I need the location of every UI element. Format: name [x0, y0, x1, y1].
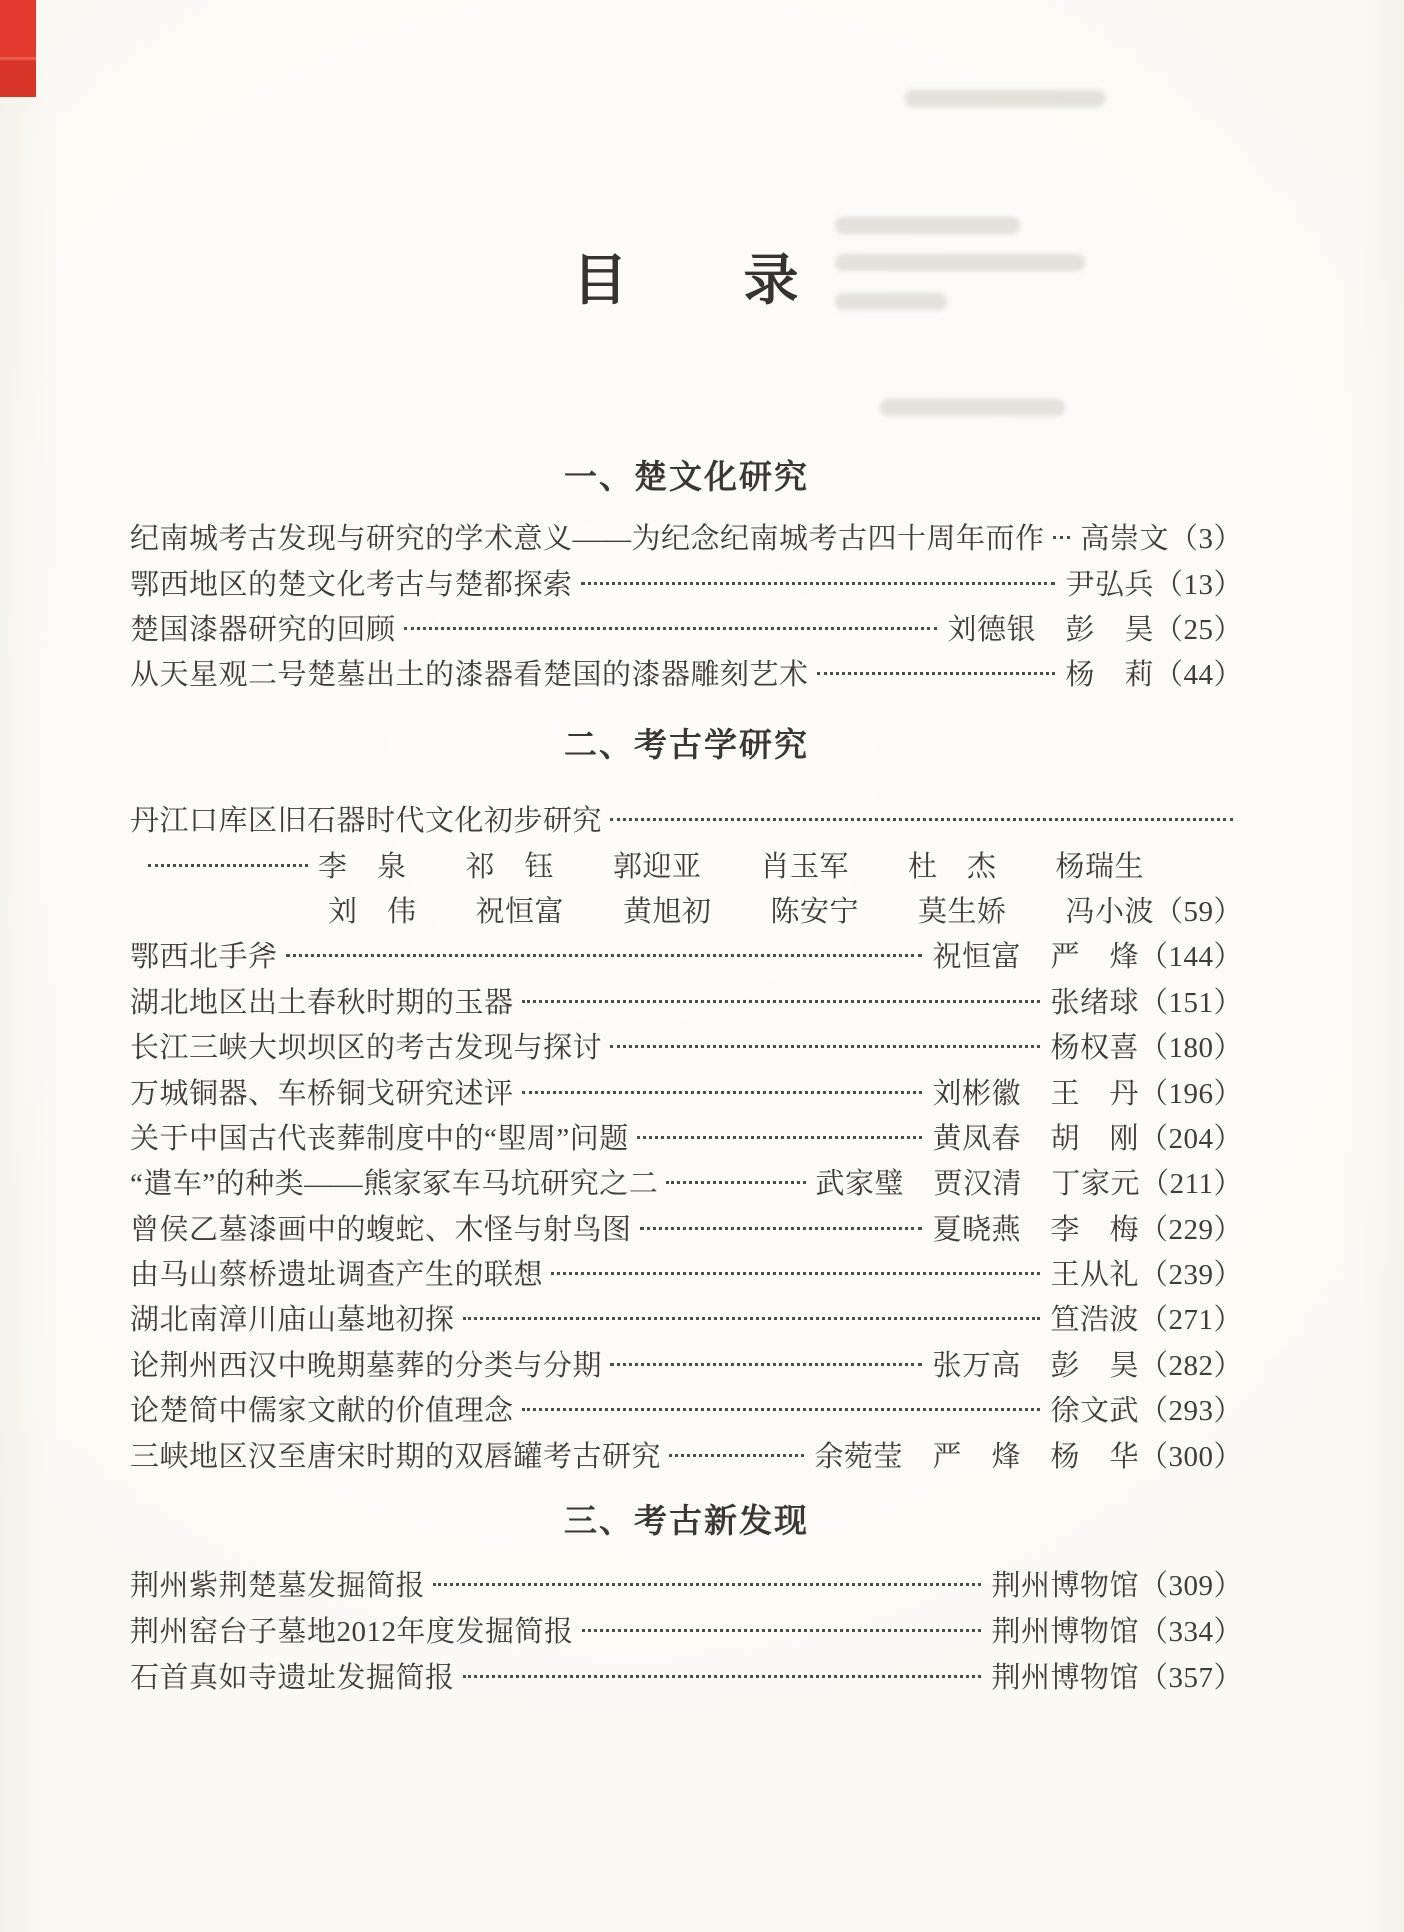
entry-authors: 张万高 彭 昊 — [932, 1349, 1139, 1382]
dot-leader — [640, 1227, 923, 1230]
entry-authors: 夏晓燕 李 梅 — [932, 1213, 1139, 1246]
dot-leader — [637, 1136, 923, 1139]
toc-entry — [130, 1068, 1243, 1113]
toc-entry — [130, 887, 1243, 932]
toc-entry — [130, 1205, 1243, 1250]
section-entry-list — [130, 796, 1243, 1477]
entry-authors: 武家璧 贾汉清 丁家元 — [815, 1168, 1141, 1201]
dot-leader — [433, 1583, 981, 1586]
entry-page-number: （293） — [1138, 1395, 1243, 1428]
entry-authors: 徐文武 — [1050, 1395, 1139, 1428]
toc-entry — [130, 978, 1243, 1023]
entry-authors: 余菀莹 严 烽 杨 华 — [814, 1440, 1139, 1473]
dot-leader — [463, 1675, 982, 1678]
entry-authors: 荆州博物馆 — [991, 1615, 1139, 1648]
entry-title: 纪南城考古发现与研究的学术意义——为纪念纪南城考古四十周年而作 — [130, 523, 1045, 556]
entry-authors: 杨 莉 — [1065, 659, 1154, 692]
dot-leader — [463, 1317, 1041, 1320]
entry-authors: 荆州博物馆 — [991, 1661, 1139, 1694]
entry-page-number: （25） — [1153, 613, 1243, 646]
entry-authors: 王从礼 — [1050, 1259, 1139, 1292]
entry-authors: 黄凤春 胡 刚 — [932, 1122, 1139, 1155]
dot-leader — [669, 1454, 804, 1457]
entry-authors: 刘彬徽 王 丹 — [932, 1077, 1139, 1110]
entry-title: 鄂西北手斧 — [130, 941, 278, 974]
entry-authors: 荆州博物馆 — [991, 1569, 1139, 1602]
entry-title: 关于中国古代丧葬制度中的“堲周”问题 — [130, 1122, 629, 1155]
entry-title: 三峡地区汉至唐宋时期的双唇罐考古研究 — [130, 1440, 662, 1473]
entry-title: 论楚简中儒家文献的价值理念 — [130, 1395, 514, 1428]
dot-leader — [522, 1091, 923, 1094]
entry-page-number: （334） — [1138, 1615, 1243, 1648]
entry-page-number: （13） — [1153, 568, 1243, 601]
entry-page-number: （204） — [1138, 1122, 1243, 1155]
entry-authors: 高崇文 — [1080, 523, 1169, 556]
toc-entry — [130, 841, 1243, 886]
entry-page-number: （300） — [1138, 1440, 1243, 1473]
section-heading: 二、考古学研究 — [564, 726, 809, 763]
dot-leader — [817, 672, 1056, 675]
toc-entry — [130, 1159, 1243, 1204]
section-entry-list — [130, 514, 1243, 696]
entry-page-number: （357） — [1138, 1661, 1243, 1694]
toc-entry — [130, 514, 1243, 559]
entry-title: 湖北地区出土春秋时期的玉器 — [130, 986, 514, 1019]
entry-authors: 笪浩波 — [1050, 1304, 1139, 1337]
entry-page-number: （211） — [1140, 1168, 1243, 1201]
dot-leader — [610, 818, 1233, 821]
entry-title: 荆州窑台子墓地2012年度发掘简报 — [130, 1615, 574, 1648]
entry-page-number: （271） — [1138, 1304, 1243, 1337]
dot-leader — [581, 582, 1056, 585]
dot-leader — [522, 1408, 1041, 1411]
dot-leader — [286, 954, 923, 957]
toc-entry — [130, 796, 1243, 841]
dot-leader — [610, 1363, 922, 1366]
entry-title: 论荆州西汉中晚期墓葬的分类与分期 — [130, 1349, 603, 1382]
entry-page-number: （151） — [1138, 986, 1243, 1019]
scan-red-ribbon-artifact — [0, 0, 36, 97]
entry-authors: 尹弘兵 — [1065, 568, 1154, 601]
entry-title: 丹江口库区旧石器时代文化初步研究 — [130, 805, 603, 838]
entry-page-number: （180） — [1138, 1032, 1243, 1065]
dot-leader — [522, 1000, 1041, 1003]
entry-title: 曾侯乙墓漆画中的蝮蛇、木怪与射鸟图 — [130, 1213, 632, 1246]
page-title: 目 录 — [572, 250, 801, 311]
dot-leader — [1053, 536, 1071, 539]
entry-title: 楚国漆器研究的回顾 — [130, 613, 396, 646]
entry-title: 湖北南漳川庙山墓地初探 — [130, 1304, 455, 1337]
toc-entry — [130, 1341, 1243, 1386]
entry-page-number: （239） — [1138, 1259, 1243, 1292]
entry-authors: 杨权喜 — [1050, 1032, 1139, 1065]
entry-page-number: （59） — [1153, 895, 1243, 928]
section-entry-list — [130, 1560, 1243, 1698]
entry-page-number: （144） — [1138, 941, 1243, 974]
toc-entry — [130, 1295, 1243, 1340]
entry-authors: 李 泉 祁 钰 郭迎亚 肖玉军 杜 杰 杨瑞生 — [318, 850, 1145, 883]
entry-page-number: （44） — [1153, 659, 1243, 692]
dot-leader — [610, 1045, 1040, 1048]
entry-title: 长江三峡大坝坝区的考古发现与探讨 — [130, 1032, 603, 1065]
entry-authors: 刘德银 彭 昊 — [947, 613, 1154, 646]
section-heading: 三、考古新发现 — [564, 1502, 809, 1539]
dot-leader — [404, 627, 938, 630]
entry-page-number: （282） — [1138, 1349, 1243, 1382]
toc-entry — [130, 605, 1243, 650]
toc-entry — [130, 1386, 1243, 1431]
toc-entry — [130, 1250, 1243, 1295]
toc-entry — [130, 1431, 1243, 1476]
entry-title: 荆州紫荆楚墓发掘简报 — [130, 1569, 426, 1602]
entry-title: 石首真如寺遗址发掘简报 — [130, 1661, 455, 1694]
dot-leader — [148, 864, 308, 867]
toc-entry — [130, 1560, 1243, 1606]
entry-title: 由马山蔡桥遗址调查产生的联想 — [130, 1259, 544, 1292]
toc-content — [130, 0, 1243, 1932]
dot-leader — [551, 1272, 1040, 1275]
toc-entry — [130, 1114, 1243, 1159]
entry-page-number: （196） — [1138, 1077, 1243, 1110]
dot-leader — [666, 1181, 805, 1184]
section-heading: 一、楚文化研究 — [564, 458, 809, 495]
entry-title: 万城铜器、车桥铜戈研究述评 — [130, 1077, 514, 1110]
entry-page-number: （309） — [1138, 1569, 1243, 1602]
entry-title: 鄂西地区的楚文化考古与楚都探索 — [130, 568, 573, 601]
entry-page-number: （229） — [1138, 1213, 1243, 1246]
entry-authors: 刘 伟 祝恒富 黄旭初 陈安宁 莫生娇 冯小波 — [327, 895, 1154, 928]
toc-entry — [130, 1652, 1243, 1698]
toc-entry — [130, 932, 1243, 977]
toc-entry — [130, 559, 1243, 604]
dot-leader — [582, 1629, 982, 1632]
toc-entry — [130, 1023, 1243, 1068]
entry-title: 从天星观二号楚墓出土的漆器看楚国的漆器雕刻艺术 — [130, 659, 809, 692]
entry-authors: 祝恒富 严 烽 — [932, 941, 1139, 974]
toc-entry — [130, 1606, 1243, 1652]
toc-entry — [130, 650, 1243, 695]
entry-page-number: （3） — [1168, 523, 1243, 556]
entry-title: “遣车”的种类——熊家冢车马坑研究之二 — [130, 1168, 659, 1201]
entry-authors: 张绪球 — [1050, 986, 1139, 1019]
